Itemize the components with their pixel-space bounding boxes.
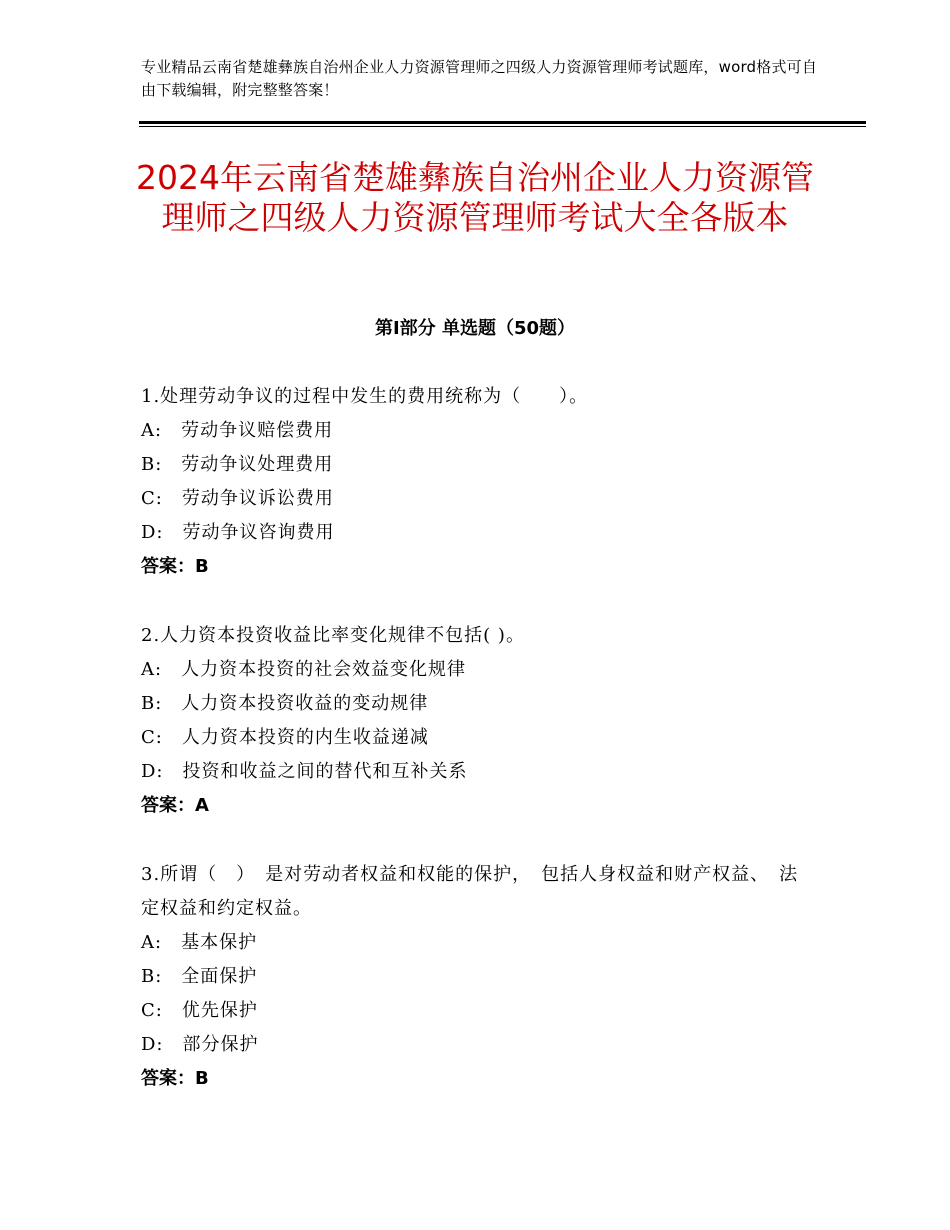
option-d: D: 投资和收益之间的替代和互补关系 [141,761,468,782]
option-b: B: 人力资本投资收益的变动规律 [141,693,429,714]
answer-label: 答案：A [141,795,209,816]
question-text: 2.人力资本投资收益比率变化规律不包括( )。 [141,625,525,646]
header-divider-thin [139,126,866,127]
answer-label: 答案：B [141,556,209,577]
option-c: C: 人力资本投资的内生收益递减 [141,727,429,748]
option-c: C: 劳动争议诉讼费用 [141,488,334,509]
header-divider-thick [139,121,866,124]
option-a: A: 劳动争议赔偿费用 [141,420,334,441]
document-title: 2024年云南省楚雄彝族自治州企业人力资源管理师之四级人力资源管理师考试大全各版本 [136,158,814,237]
option-b: B: 全面保护 [141,966,258,987]
answer-label: 答案：B [141,1068,209,1089]
question-3 [141,858,811,1096]
section-heading: 第Ⅰ部分 单选题（50题） [374,318,575,339]
option-c: C: 优先保护 [141,1000,258,1021]
question-1 [141,380,811,584]
question-text: 1.处理劳动争议的过程中发生的费用统称为（ ）。 [141,386,589,407]
question-text: 3.所谓（ ） 是对劳动者权益和权能的保护， 包括人身权益和财产权益、 法定权益和约定权益。 [141,864,799,919]
option-b: B: 劳动争议处理费用 [141,454,334,475]
header-note: 专业精品云南省楚雄彝族自治州企业人力资源管理师之四级人力资源管理师考试题库，word格式可自由下载编辑，附完整整答案！ [141,58,818,99]
question-2 [141,619,811,823]
option-d: D: 劳动争议咨询费用 [141,522,335,543]
option-d: D: 部分保护 [141,1034,259,1055]
option-a: A: 基本保护 [141,932,258,953]
option-a: A: 人力资本投资的社会效益变化规律 [141,659,467,680]
